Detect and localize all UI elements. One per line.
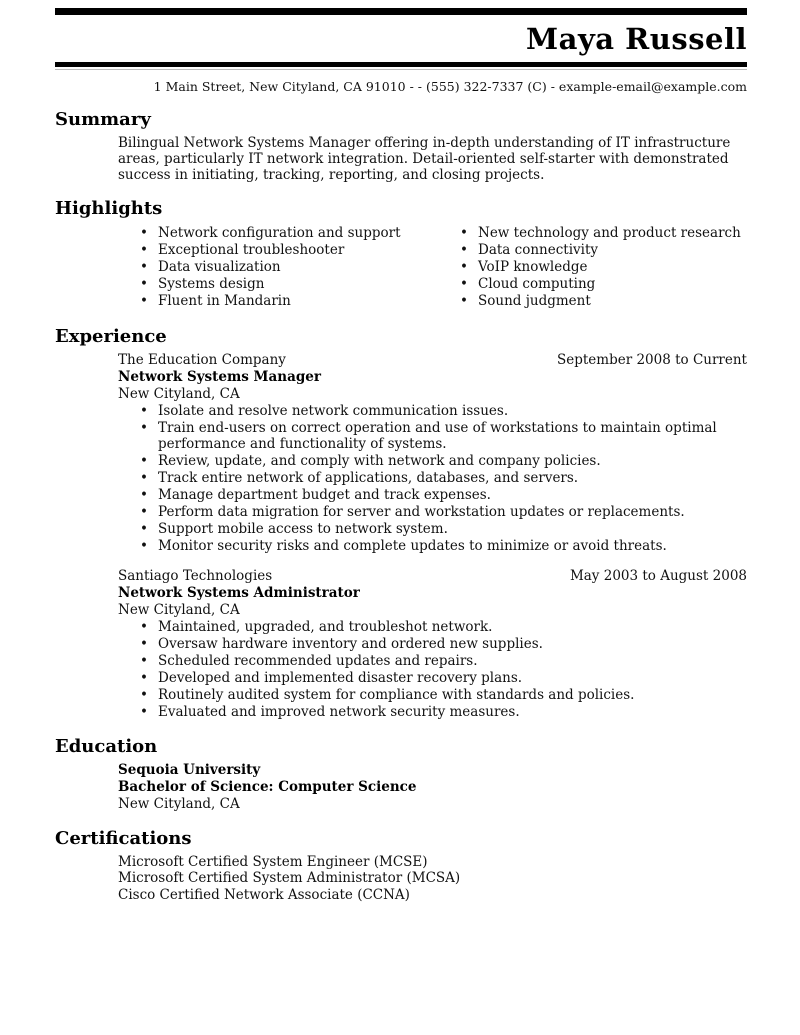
highlights-columns — [118, 224, 747, 311]
highlight-item: • VoIP knowledge — [438, 260, 747, 276]
certifications-heading: Certifications — [55, 827, 192, 849]
job-bullet: • Scheduled recommended updates and repairs. — [118, 654, 747, 670]
name-underline-rule — [55, 62, 747, 67]
summary-section — [55, 109, 747, 184]
job-title: Network Systems Manager — [118, 368, 321, 385]
summary-heading: Summary — [55, 108, 151, 130]
highlight-item: • Exceptional troubleshooter — [118, 243, 438, 259]
job-title: Network Systems Administrator — [118, 584, 360, 601]
job-bullet: • Developed and implemented disaster recovery plans. — [118, 671, 747, 687]
job-bullet: • Train end-users on correct operation and use of workstations to maintain optimal performance and functionality of systems. — [118, 421, 747, 453]
contact-line: 1 Main Street, New Cityland, CA 91010 - - (555) 322-7337 (C) - example-email@example.com — [153, 78, 747, 94]
job-bullet: • Monitor security risks and complete updates to minimize or avoid threats. — [118, 539, 747, 555]
highlight-item: • Fluent in Mandarin — [118, 294, 438, 310]
job-header-row — [118, 352, 747, 369]
job-bullet: • Support mobile access to network system. — [118, 522, 747, 538]
job-company: Santiago Technologies — [118, 567, 273, 584]
education-school: Sequoia University — [118, 761, 261, 778]
name-underline-thin-rule — [55, 69, 747, 70]
highlight-item: • Network configuration and support — [118, 226, 438, 242]
top-rule — [55, 8, 747, 15]
highlight-item: • Cloud computing — [438, 277, 747, 293]
job-dates: May 2003 to August 2008 — [569, 567, 747, 584]
job-company: The Education Company — [118, 351, 286, 368]
highlight-item: • Data visualization — [118, 260, 438, 276]
education-location: New Cityland, CA — [118, 795, 240, 812]
job-location: New Cityland, CA — [118, 601, 240, 618]
education-degree: Bachelor of Science: Computer Science — [118, 778, 417, 795]
certifications-section — [55, 828, 747, 905]
certification-item: Cisco Certified Network Associate (CCNA) — [118, 887, 410, 904]
job-bullet: • Routinely audited system for compliance with standards and policies. — [118, 688, 747, 704]
job-bullet: • Oversaw hardware inventory and ordered new supplies. — [118, 637, 747, 653]
highlights-section — [55, 198, 747, 311]
job-entry — [55, 352, 747, 555]
job-bullet: • Maintained, upgraded, and troubleshot network. — [118, 620, 747, 636]
job-bullet: • Evaluated and improved network security measures. — [118, 705, 747, 721]
job-bullet: • Perform data migration for server and workstation updates or replacements. — [118, 505, 747, 521]
job-bullet: • Review, update, and comply with network and company policies. — [118, 454, 747, 470]
job-bullet: • Isolate and resolve network communication issues. — [118, 404, 747, 420]
highlights-left-column — [118, 226, 438, 311]
highlight-item: • New technology and product research — [438, 226, 747, 242]
education-section — [55, 736, 747, 813]
highlight-item: • Systems design — [118, 277, 438, 293]
job-location: New Cityland, CA — [118, 385, 240, 402]
job-header-row — [118, 568, 747, 585]
highlight-item: • Data connectivity — [438, 243, 747, 259]
education-heading: Education — [55, 735, 158, 757]
highlights-heading: Highlights — [55, 198, 163, 220]
job-bullet: • Manage department budget and track expenses. — [118, 488, 747, 504]
certification-item: Microsoft Certified System Administrator (MCSA) — [118, 870, 461, 887]
experience-heading: Experience — [55, 325, 167, 347]
resume-header — [55, 8, 747, 94]
job-entry — [55, 568, 747, 721]
summary-text: Bilingual Network Systems Manager offering in-depth understanding of IT infrastructure areas, particularly IT network integration. Detail-oriented self-starter with demonstrated success in initiating, tracking, reporting, and closing projects. — [118, 134, 731, 184]
candidate-name: Maya Russell — [526, 22, 747, 56]
job-dates: September 2008 to Current — [556, 351, 747, 368]
highlights-right-column — [438, 226, 747, 311]
job-bullet-list — [118, 620, 747, 721]
highlight-item: • Sound judgment — [438, 294, 747, 310]
certification-item: Microsoft Certified System Engineer (MCSE) — [118, 853, 428, 870]
job-bullet-list — [118, 404, 747, 554]
job-bullet: • Track entire network of applications, databases, and servers. — [118, 471, 747, 487]
experience-section — [55, 326, 747, 721]
